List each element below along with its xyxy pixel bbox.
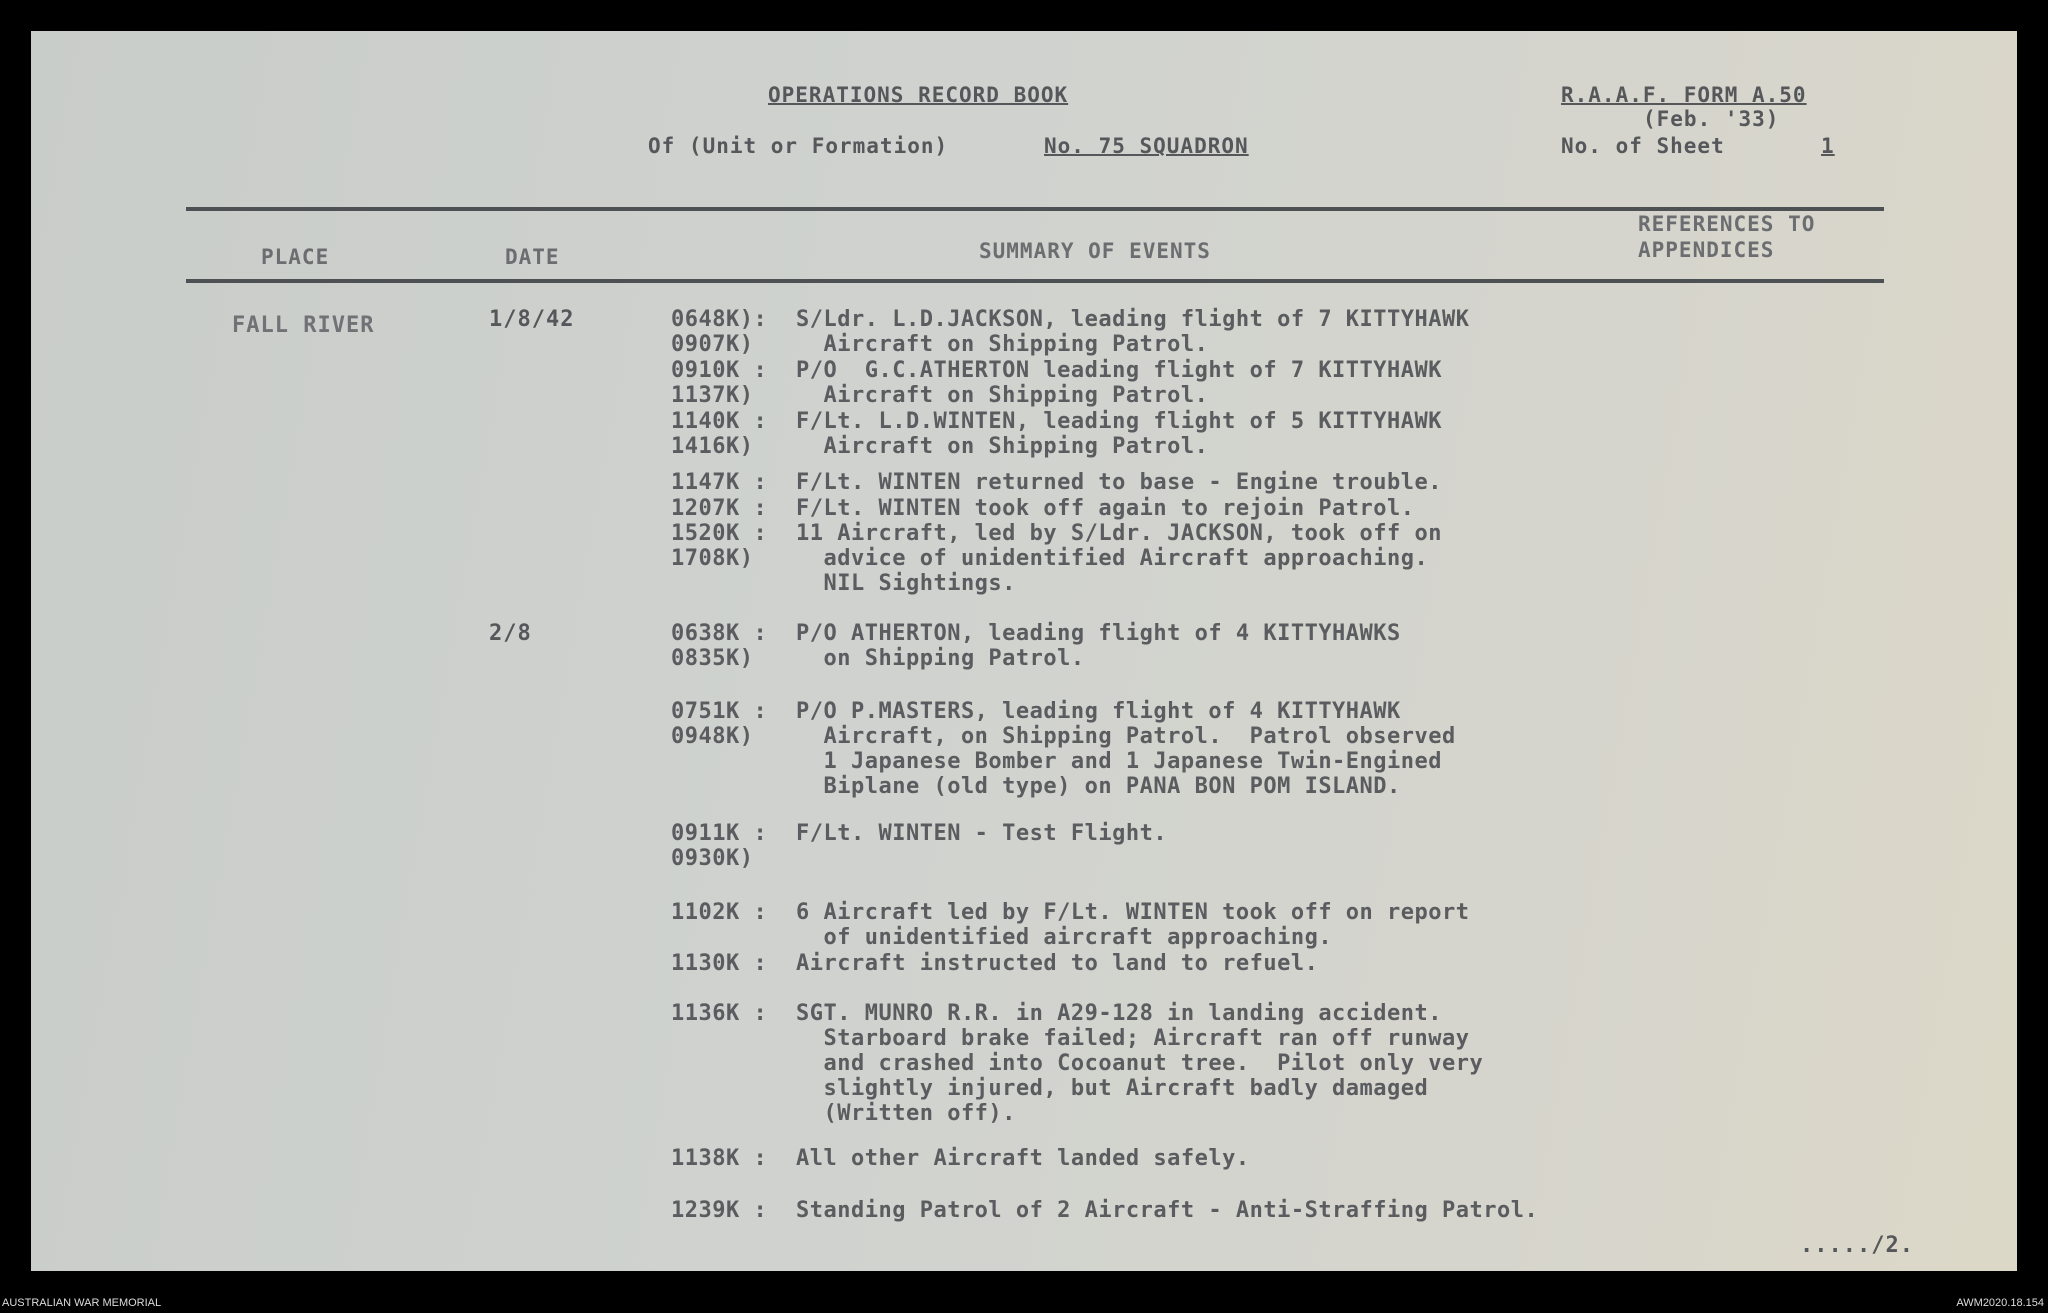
date-value-2: 2/8: [489, 621, 532, 646]
entry-time: 1102K :: [671, 900, 768, 925]
unit-label: Of (Unit or Formation): [648, 134, 949, 158]
column-header-date: DATE: [505, 245, 560, 269]
entry-time: 0648K): 0907K): [671, 307, 768, 357]
form-number: R.A.A.F. FORM A.50: [1561, 83, 1807, 107]
column-header-references: REFERENCES TO: [1638, 212, 1816, 236]
entry-time: 0751K : 0948K): [671, 699, 768, 749]
entry-text: F/Lt. WINTEN returned to base - Engine trouble.: [796, 470, 1443, 495]
entry-text: Aircraft instructed to land to refuel.: [796, 951, 1319, 976]
column-header-appendices: APPENDICES: [1638, 238, 1775, 262]
entry-time: 1130K :: [671, 951, 768, 976]
page-title: OPERATIONS RECORD BOOK: [768, 83, 1069, 107]
sheet-number: 1: [1821, 134, 1835, 158]
entry-text: F/Lt. WINTEN - Test Flight.: [796, 821, 1168, 846]
entry-time: 1140K : 1416K): [671, 409, 768, 459]
continuation-mark: ...../2.: [1800, 1233, 1914, 1258]
entry-time: 1520K : 1708K): [671, 521, 768, 571]
sheet-label: No. of Sheet: [1561, 134, 1725, 158]
entry-text: 6 Aircraft led by F/Lt. WINTEN took off on report of unidentified aircraft approaching.: [796, 900, 1470, 950]
entry-time: 0910K : 1137K): [671, 358, 768, 408]
form-date: (Feb. '33): [1643, 107, 1780, 131]
entry-time: 1147K :: [671, 470, 768, 495]
entry-time: 1239K :: [671, 1198, 768, 1223]
entry-text: SGT. MUNRO R.R. in A29-128 in landing accident. Starboard brake failed; Aircraft ran off runway and crashed into Cocoanut tree. Pilot only very slightly injured, but Aircraft badly damaged (Written off).: [796, 1001, 1484, 1126]
entry-text: All other Aircraft landed safely.: [796, 1146, 1250, 1171]
table-header-rule: [186, 279, 1884, 283]
column-header-summary: SUMMARY OF EVENTS: [979, 239, 1211, 263]
entry-text: P/O G.C.ATHERTON leading flight of 7 KITTYHAWK Aircraft on Shipping Patrol.: [796, 358, 1443, 408]
entry-time: 1136K :: [671, 1001, 768, 1026]
entry-time: 0911K : 0930K): [671, 821, 768, 871]
entry-time: 1138K :: [671, 1146, 768, 1171]
table-top-rule: [186, 207, 1884, 211]
column-header-place: PLACE: [261, 245, 330, 269]
unit-value: No. 75 SQUADRON: [1044, 134, 1249, 158]
entry-text: F/Lt. L.D.WINTEN, leading flight of 5 KITTYHAWK Aircraft on Shipping Patrol.: [796, 409, 1443, 459]
archive-reference: AWM2020.18.154: [1956, 1297, 2044, 1309]
entry-text: P/O ATHERTON, leading flight of 4 KITTYHAWKS on Shipping Patrol.: [796, 621, 1401, 671]
entry-time: 1207K :: [671, 496, 768, 521]
entry-text: S/Ldr. L.D.JACKSON, leading flight of 7 KITTYHAWK Aircraft on Shipping Patrol.: [796, 307, 1470, 357]
date-value-1: 1/8/42: [489, 307, 575, 332]
entry-text: Standing Patrol of 2 Aircraft - Anti-Straffing Patrol.: [796, 1198, 1539, 1223]
record-sheet: [31, 31, 2017, 1271]
entry-text: F/Lt. WINTEN took off again to rejoin Patrol.: [796, 496, 1415, 521]
archive-credit: AUSTRALIAN WAR MEMORIAL: [2, 1297, 162, 1309]
entry-text: P/O P.MASTERS, leading flight of 4 KITTYHAWK Aircraft, on Shipping Patrol. Patrol observed 1 Japanese Bomber and 1 Japanese Twin-Engined Biplane (old type) on PANA BON POM ISLAND.: [796, 699, 1456, 799]
place-value: FALL RIVER: [232, 313, 375, 338]
entry-time: 0638K : 0835K): [671, 621, 768, 671]
entry-text: 11 Aircraft, led by S/Ldr. JACKSON, took off on advice of unidentified Aircraft approaching. NIL Sightings.: [796, 521, 1443, 596]
